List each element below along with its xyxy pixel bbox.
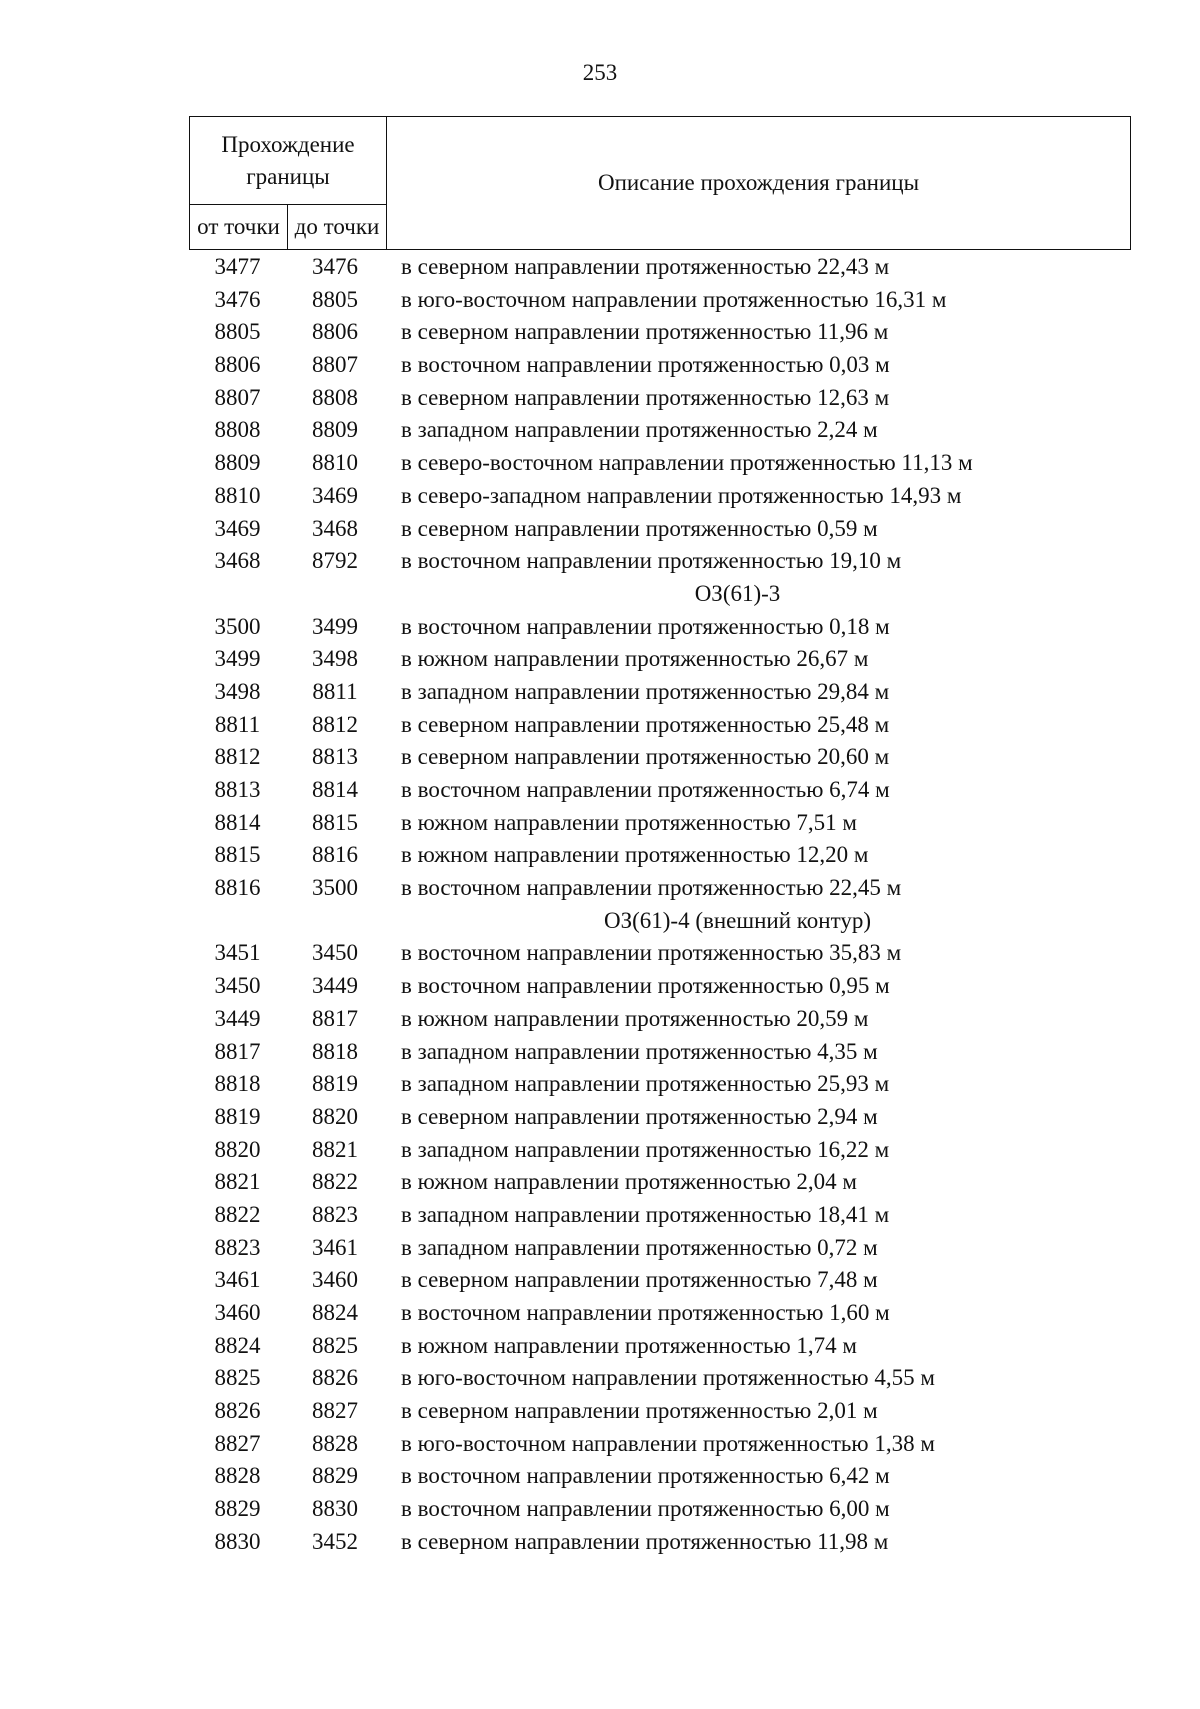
- boundary-description: в северном направлении протяженностью 12,63 м: [401, 384, 890, 410]
- boundary-description: в восточном направлении протяженностью 6,42 м: [401, 1463, 890, 1489]
- point-from: 8818: [214, 1071, 261, 1097]
- boundary-table-body: [189, 251, 1149, 1559]
- point-to: 8810: [312, 450, 358, 476]
- boundary-description: в восточном направлении протяженностью 22,45 м: [401, 875, 902, 901]
- point-to: 8813: [312, 744, 358, 770]
- table-row: [189, 1036, 1149, 1069]
- boundary-description: в северном направлении протяженностью 11,98 м: [401, 1528, 889, 1554]
- boundary-description: в южном направлении протяженностью 1,74 м: [401, 1332, 857, 1358]
- point-from: 3461: [214, 1267, 261, 1293]
- point-to: 3452: [312, 1528, 358, 1554]
- boundary-description: в северном направлении протяженностью 0,59 м: [401, 515, 878, 541]
- point-to: 8811: [312, 678, 358, 704]
- point-to: 3461: [312, 1234, 358, 1260]
- header-description: Описание прохождения границы: [387, 117, 1131, 250]
- point-from: 8829: [214, 1496, 261, 1522]
- point-from: 8827: [214, 1430, 261, 1456]
- table-row: [189, 1068, 1149, 1101]
- table-row: [189, 1264, 1149, 1297]
- boundary-description: в северо-восточном направлении протяженностью 11,13 м: [401, 450, 973, 476]
- table-row: [189, 611, 1149, 644]
- point-from: 8809: [214, 450, 261, 476]
- table-row: [189, 1232, 1149, 1265]
- boundary-description: в западном направлении протяженностью 4,35 м: [401, 1038, 878, 1064]
- point-from: 8810: [214, 482, 261, 508]
- boundary-description: в восточном направлении протяженностью 0,03 м: [401, 352, 890, 378]
- boundary-description: в западном направлении протяженностью 29,84 м: [401, 678, 890, 704]
- table-row: [189, 970, 1149, 1003]
- boundary-description: в восточном направлении протяженностью 0,18 м: [401, 613, 890, 639]
- header-passage: Прохождение границы: [190, 117, 387, 205]
- point-from: 8820: [214, 1136, 261, 1162]
- point-from: 3469: [214, 515, 261, 541]
- boundary-description: в юго-восточном направлении протяженностью 1,38 м: [401, 1430, 935, 1456]
- point-from: 8808: [214, 417, 261, 443]
- boundary-description: в восточном направлении протяженностью 6,00 м: [401, 1496, 890, 1522]
- table-row: [189, 741, 1149, 774]
- table-row: [189, 480, 1149, 513]
- table-row: [189, 382, 1149, 415]
- page-number: 253: [582, 60, 618, 85]
- point-to: 8830: [312, 1496, 358, 1522]
- point-from: 8814: [214, 809, 261, 835]
- table-row: [189, 1101, 1149, 1134]
- point-to: 8828: [312, 1430, 358, 1456]
- header-from: от точки: [190, 205, 288, 250]
- boundary-description: в западном направлении протяженностью 0,72 м: [401, 1234, 878, 1260]
- point-to: 3468: [312, 515, 358, 541]
- table-row: [189, 414, 1149, 447]
- point-from: 3498: [214, 678, 261, 704]
- table-row: [189, 1460, 1149, 1493]
- table-row: [189, 545, 1149, 578]
- point-from: 8822: [214, 1201, 261, 1227]
- point-to: 8823: [312, 1201, 358, 1227]
- boundary-description: в южном направлении протяженностью 7,51 м: [401, 809, 857, 835]
- boundary-description: в восточном направлении протяженностью 6,74 м: [401, 777, 890, 802]
- point-from: 3450: [214, 973, 261, 999]
- point-from: 8806: [214, 352, 261, 378]
- point-to: 3500: [312, 875, 358, 901]
- section-title: ОЗ(61)-4 (внешний контур): [603, 907, 871, 933]
- boundary-description: в южном направлении протяженностью 20,59 м: [401, 1005, 869, 1031]
- boundary-description: в юго-восточном направлении протяженностью 16,31 м: [401, 286, 947, 312]
- table-row: [189, 1526, 1149, 1559]
- point-to: 8820: [312, 1103, 358, 1129]
- boundary-description: в восточном направлении протяженностью 19,10 м: [401, 548, 902, 574]
- point-to: 8806: [312, 319, 358, 345]
- boundary-description: в северном направлении протяженностью 22,43 м: [401, 254, 890, 279]
- point-to: 8819: [312, 1071, 358, 1097]
- point-to: 3498: [312, 646, 358, 672]
- table-row: [189, 1003, 1149, 1036]
- point-from: 8811: [214, 711, 261, 737]
- point-to: 8817: [312, 1005, 358, 1031]
- point-to: 8818: [312, 1038, 358, 1064]
- point-from: 8823: [214, 1234, 261, 1260]
- table-row: [189, 513, 1149, 546]
- point-to: 3499: [312, 613, 358, 639]
- boundary-description: в северном направлении протяженностью 25,48 м: [401, 711, 890, 737]
- boundary-description: в восточном направлении протяженностью 0,95 м: [401, 973, 890, 999]
- point-from: 8816: [214, 875, 261, 901]
- table-row: [189, 937, 1149, 970]
- boundary-description: в западном направлении протяженностью 25,93 м: [401, 1071, 890, 1097]
- point-to: 8807: [312, 352, 358, 378]
- table-row: [189, 284, 1149, 317]
- point-from: 3449: [214, 1005, 261, 1031]
- point-from: 8805: [214, 319, 261, 345]
- table-row: [189, 1330, 1149, 1363]
- table-row: [189, 349, 1149, 382]
- point-from: 8825: [214, 1365, 261, 1391]
- table-row: [189, 774, 1149, 807]
- table-header: [189, 116, 1131, 250]
- point-to: 8812: [312, 711, 358, 737]
- point-from: 3468: [214, 548, 261, 574]
- point-to: 8822: [312, 1169, 358, 1195]
- point-from: 8821: [214, 1169, 261, 1195]
- table-row: [189, 1493, 1149, 1526]
- point-from: 8824: [214, 1332, 261, 1358]
- boundary-description: в северном направлении протяженностью 20,60 м: [401, 744, 890, 770]
- point-to: 8814: [312, 777, 358, 802]
- section-title: ОЗ(61)-3: [694, 580, 781, 606]
- boundary-description: в южном направлении протяженностью 12,20 м: [401, 842, 869, 868]
- point-from: 3477: [214, 254, 261, 279]
- point-to: 3449: [312, 973, 358, 999]
- point-from: 8828: [214, 1463, 261, 1489]
- point-from: 3500: [214, 613, 261, 639]
- table-row: [189, 1199, 1149, 1232]
- boundary-description: в северо-западном направлении протяженностью 14,93 м: [401, 482, 962, 508]
- boundary-description: в северном направлении протяженностью 2,01 м: [401, 1398, 878, 1424]
- point-from: 8807: [214, 384, 261, 410]
- table-row: [189, 643, 1149, 676]
- point-from: 3499: [214, 646, 261, 672]
- point-from: 8817: [214, 1038, 261, 1064]
- boundary-description: в юго-восточном направлении протяженностью 4,55 м: [401, 1365, 935, 1391]
- table-row: [189, 709, 1149, 742]
- point-from: 8830: [214, 1528, 261, 1554]
- boundary-description: в северном направлении протяженностью 2,94 м: [401, 1103, 878, 1129]
- point-to: 8827: [312, 1398, 358, 1424]
- point-to: 8826: [312, 1365, 358, 1391]
- table-row: [189, 316, 1149, 349]
- point-to: 3469: [312, 482, 358, 508]
- boundary-description: в восточном направлении протяженностью 1,60 м: [401, 1300, 890, 1325]
- table-row: [189, 1362, 1149, 1395]
- boundary-description: в южном направлении протяженностью 2,04 м: [401, 1169, 857, 1195]
- header-to: до точки: [288, 205, 387, 250]
- boundary-description: в западном направлении протяженностью 16,22 м: [401, 1136, 890, 1162]
- point-to: 3460: [312, 1267, 358, 1293]
- table-row: [189, 251, 1149, 284]
- point-to: 3476: [312, 254, 358, 279]
- boundary-description: в северном направлении протяженностью 7,48 м: [401, 1267, 878, 1293]
- point-from: 8812: [214, 744, 261, 770]
- table-row: [189, 1297, 1149, 1330]
- point-to: 8808: [312, 384, 358, 410]
- table-row: [189, 676, 1149, 709]
- point-from: 3460: [214, 1300, 261, 1325]
- table-row: [189, 807, 1149, 840]
- boundary-description: в западном направлении протяженностью 18,41 м: [401, 1201, 890, 1227]
- point-from: 3451: [214, 940, 261, 966]
- point-to: 8809: [312, 417, 358, 443]
- table-row: [189, 1428, 1149, 1461]
- table-row: [189, 1166, 1149, 1199]
- boundary-description: в западном направлении протяженностью 2,24 м: [401, 417, 878, 443]
- point-to: 8805: [312, 286, 358, 312]
- boundary-description: в восточном направлении протяженностью 35,83 м: [401, 940, 902, 966]
- boundary-description: в южном направлении протяженностью 26,67 м: [401, 646, 869, 672]
- point-to: 8792: [312, 548, 358, 574]
- point-to: 8816: [312, 842, 358, 868]
- table-row: [189, 447, 1149, 480]
- point-from: 8813: [214, 777, 261, 802]
- table-row: [189, 872, 1149, 905]
- point-to: 8824: [312, 1300, 358, 1325]
- point-from: 8815: [214, 842, 261, 868]
- point-from: 8819: [214, 1103, 261, 1129]
- boundary-description: в северном направлении протяженностью 11,96 м: [401, 319, 889, 345]
- point-to: 8825: [312, 1332, 358, 1358]
- point-from: 3476: [214, 286, 261, 312]
- table-row: [189, 1134, 1149, 1167]
- point-to: 3450: [312, 940, 358, 966]
- table-row: [189, 839, 1149, 872]
- point-to: 8815: [312, 809, 358, 835]
- table-row: [189, 1395, 1149, 1428]
- point-from: 8826: [214, 1398, 261, 1424]
- point-to: 8821: [312, 1136, 358, 1162]
- point-to: 8829: [312, 1463, 358, 1489]
